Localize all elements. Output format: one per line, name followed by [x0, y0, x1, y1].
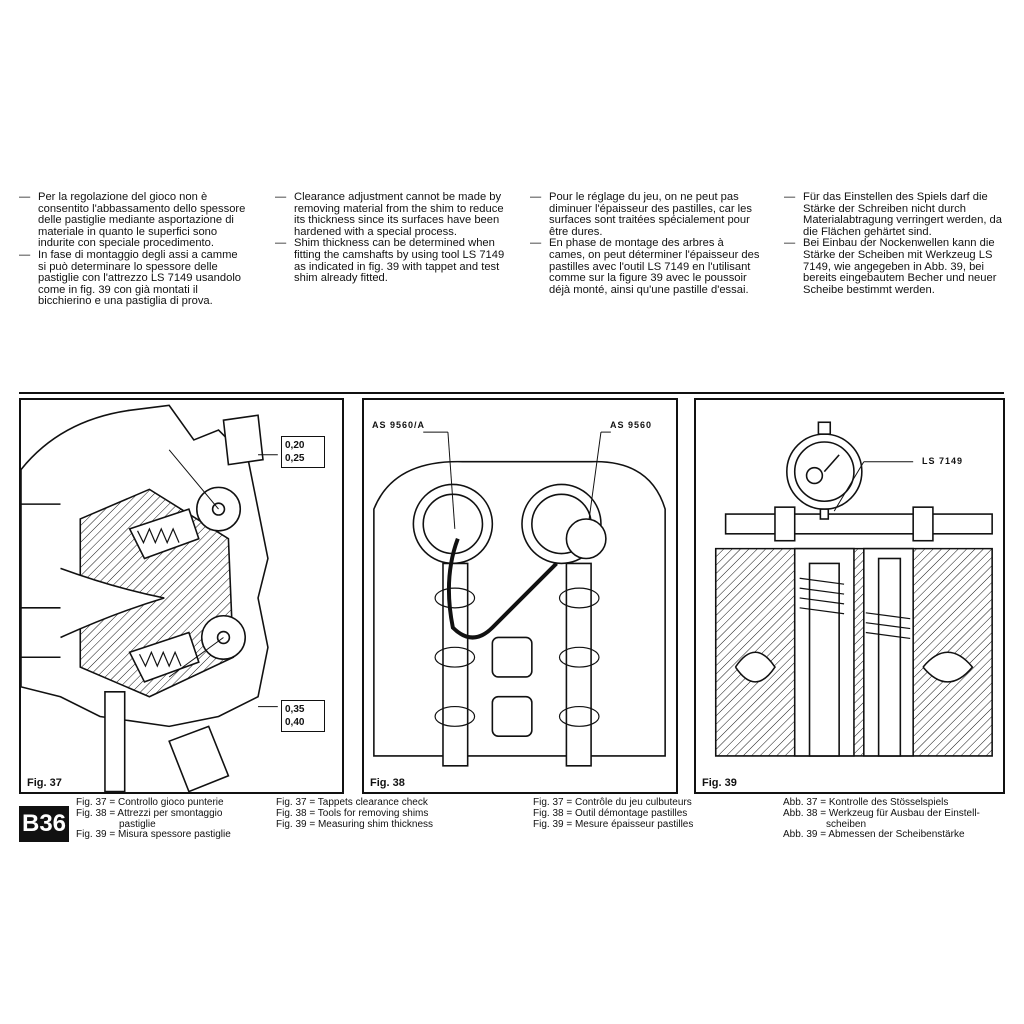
caption-line: Fig. 39 = Misura spessore pastiglie [76, 829, 231, 841]
caption-line: Fig. 39 = Mesure épaisseur pastilles [533, 818, 694, 830]
caption-line: Abb. 37 = Kontrolle des Stösselspiels [783, 797, 949, 808]
text-column-english [294, 192, 506, 285]
caption-line: pastiglie [119, 818, 156, 830]
caption-line: Fig. 38 = Tools for removing shims [276, 807, 429, 819]
caption-line: scheiben [826, 818, 867, 830]
tool-label-left: AS 9560/A [372, 420, 426, 430]
captions-french [533, 798, 693, 830]
captions-german [783, 798, 980, 841]
camshaft-tool-drawing [364, 400, 676, 792]
paragraph: — In fase di montaggio degli assi a camme si può determinare lo spessore delle pastiglie con l'attrezzo LS 7149 usandolo come in fig. 39 con già montati il bicchierino e una pastiglia di prova. [38, 250, 248, 308]
captions-italian [76, 798, 231, 841]
caption-line: Fig. 39 = Measuring shim thickness [276, 818, 434, 830]
text-column-german [803, 192, 1013, 296]
caption-line: Fig. 38 = Attrezzi per smontaggio [76, 807, 223, 819]
figure-label: Fig. 38 [370, 777, 405, 789]
caption-line: Fig. 38 = Outil démontage pastilles [533, 807, 688, 819]
caption-line: Fig. 37 = Contrôle du jeu culbuteurs [533, 797, 692, 808]
clearance-spec-intake [281, 436, 325, 468]
caption-line: Abb. 39 = Abmessen der Scheibenstärke [783, 829, 965, 841]
paragraph: — Shim thickness can be determined when fitting the camshafts by using tool LS 7149 as indicated in fig. 39 with tappet and test shim already fitted. [294, 238, 506, 284]
clearance-spec-exhaust [281, 700, 325, 732]
figure-label: Fig. 37 [27, 777, 62, 789]
figure-39-panel [694, 398, 1005, 794]
paragraph: — Per la regolazione del gioco non è consentito l'abbassamento dello spessore delle pastiglie mediante asportazione di materiale in quanto le superfici sono indurite con speciale procedimento. [38, 192, 248, 250]
spec-value: 0,20 [285, 440, 305, 451]
spec-value: 0,40 [285, 717, 305, 728]
caption-line: Abb. 38 = Werkzeug für Ausbau der Einstell- [783, 807, 980, 819]
text-column-french [549, 192, 761, 296]
captions-english [276, 798, 433, 830]
page-number-badge: B36 [19, 806, 69, 842]
figure-38-panel [362, 398, 678, 794]
tool-label: LS 7149 [922, 456, 964, 466]
section-divider [19, 392, 1004, 394]
paragraph: — Clearance adjustment cannot be made by removing material from the shim to reduce its thickness since its surfaces have been hardened with a special process. [294, 192, 506, 238]
paragraph: — Bei Einbau der Nockenwellen kann die Stärke der Scheiben mit Werkzeug LS 7149, wie angegeben in Abb. 39, bei bereits eingebautem Becher und neuer Scheibe bestimmt werden. [803, 238, 1013, 296]
tool-label-right: AS 9560 [610, 420, 653, 430]
paragraph: — En phase de montage des arbres à cames, on peut déterminer l'épaisseur des pastilles avec l'outil LS 7149 en l'utilisant comme sur la figure 39 avec le poussoir déjà monté, ainsi qu'une pastille d'essai. [549, 238, 761, 296]
paragraph: — Pour le réglage du jeu, on ne peut pas diminuer l'épaisseur des pastilles, car les surfaces sont traitées spécialement pour être dures. [549, 192, 761, 238]
text-column-italian [38, 192, 248, 308]
spec-value: 0,25 [285, 453, 305, 464]
spec-value: 0,35 [285, 704, 305, 715]
figure-label: Fig. 39 [702, 777, 737, 789]
caption-line: Fig. 37 = Controllo gioco punterie [76, 797, 224, 808]
figure-37-panel [19, 398, 344, 794]
caption-line: Fig. 37 = Tappets clearance check [276, 797, 428, 808]
paragraph: — Für das Einstellen des Spiels darf die Stärke der Schreiben nicht durch Materialabtragung verringert werden, da die Flächen gehärtet sind. [803, 192, 1013, 238]
